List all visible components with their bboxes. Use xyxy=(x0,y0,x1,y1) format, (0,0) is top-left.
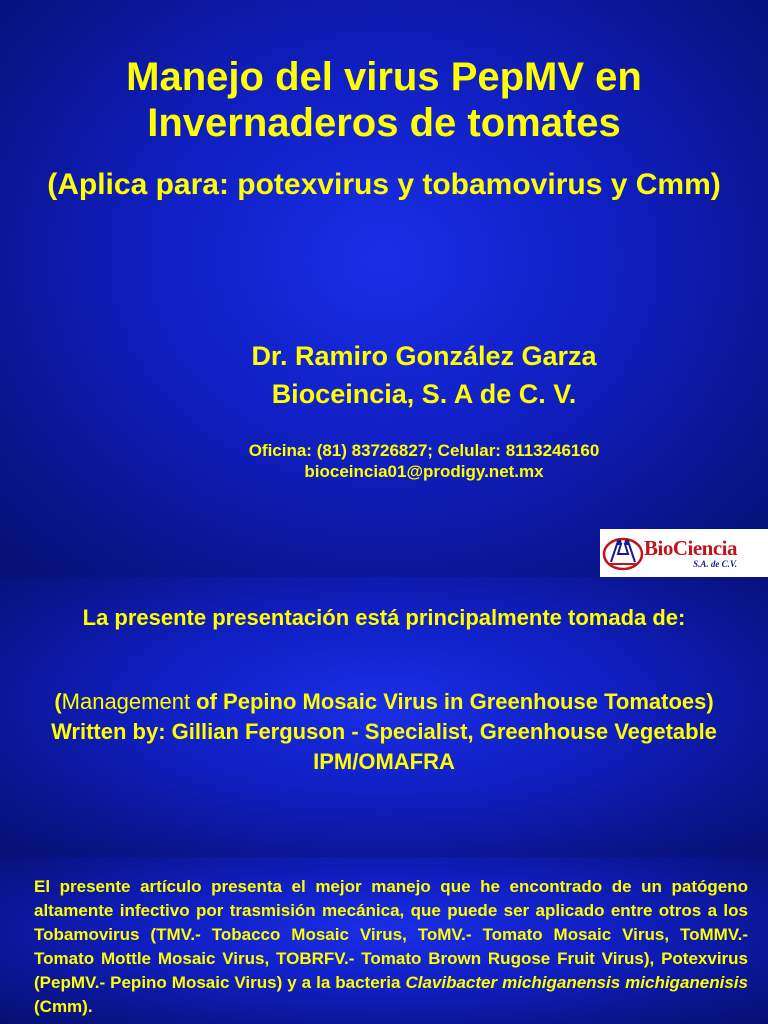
reference-title-rest: of Pepino Mosaic Virus in Greenhouse Tomatoes) xyxy=(190,689,714,714)
logo-wordmark xyxy=(644,535,737,569)
contact-block xyxy=(40,440,768,482)
microscope-logo-icon xyxy=(602,532,644,574)
source-reference xyxy=(0,687,768,777)
reference-management: Management xyxy=(61,689,191,714)
title-line-1: Manejo del virus PepMV en xyxy=(126,55,642,99)
source-intro: La presente presentación está principalmente tomada de: xyxy=(82,605,686,630)
slide-subtitle: (Aplica para: potexvirus y tobamovirus y Cmm) xyxy=(47,168,721,201)
company-name: Bioceincia, S. A de C. V. xyxy=(271,379,577,409)
email-address: bioceincia01@prodigy.net.mx xyxy=(304,462,544,481)
reference-open-paren: ( xyxy=(54,689,62,714)
reference-author: Written by: Gillian Ferguson - Specialist, Greenhouse Vegetable IPM/OMAFRA xyxy=(51,719,717,774)
logo-text-sub: S.A. de C.V. xyxy=(693,558,737,569)
description-end: (Cmm). xyxy=(34,997,93,1016)
description-species: Clavibacter michiganensis michiganenisis xyxy=(405,973,748,992)
description-slide xyxy=(0,857,768,1024)
author-block xyxy=(40,337,768,413)
phone-numbers: Oficina: (81) 83726827; Celular: 8113246160 xyxy=(248,441,600,460)
description-paragraph xyxy=(34,875,748,1019)
slide-title xyxy=(0,54,768,146)
description-body: El presente artículo presenta el mejor manejo que he encontrado de un patógeno altamente infectivo por trasmisión mecánica, que puede ser aplicado entre otros a los Tobamovirus (TMV.- Tobacco Mosaic Virus, ToMV.- Tomato Mosaic Virus, ToMMV.- Tomato Mottle Mosaic Virus, TOBRFV.- Tomato Brown Rugose Fruit Virus), Potexvirus (PepMV.- Pepino Mosaic Virus) y a la bacteria xyxy=(34,877,748,992)
reference-title xyxy=(46,687,722,717)
company-logo xyxy=(600,529,768,577)
author-name: Dr. Ramiro González Garza xyxy=(251,341,597,371)
logo-text-bio: Bio xyxy=(644,535,673,560)
title-line-2: Invernaderos de tomates xyxy=(147,101,621,145)
logo-text-ciencia: Ciencia xyxy=(672,535,737,560)
source-slide xyxy=(0,577,768,857)
